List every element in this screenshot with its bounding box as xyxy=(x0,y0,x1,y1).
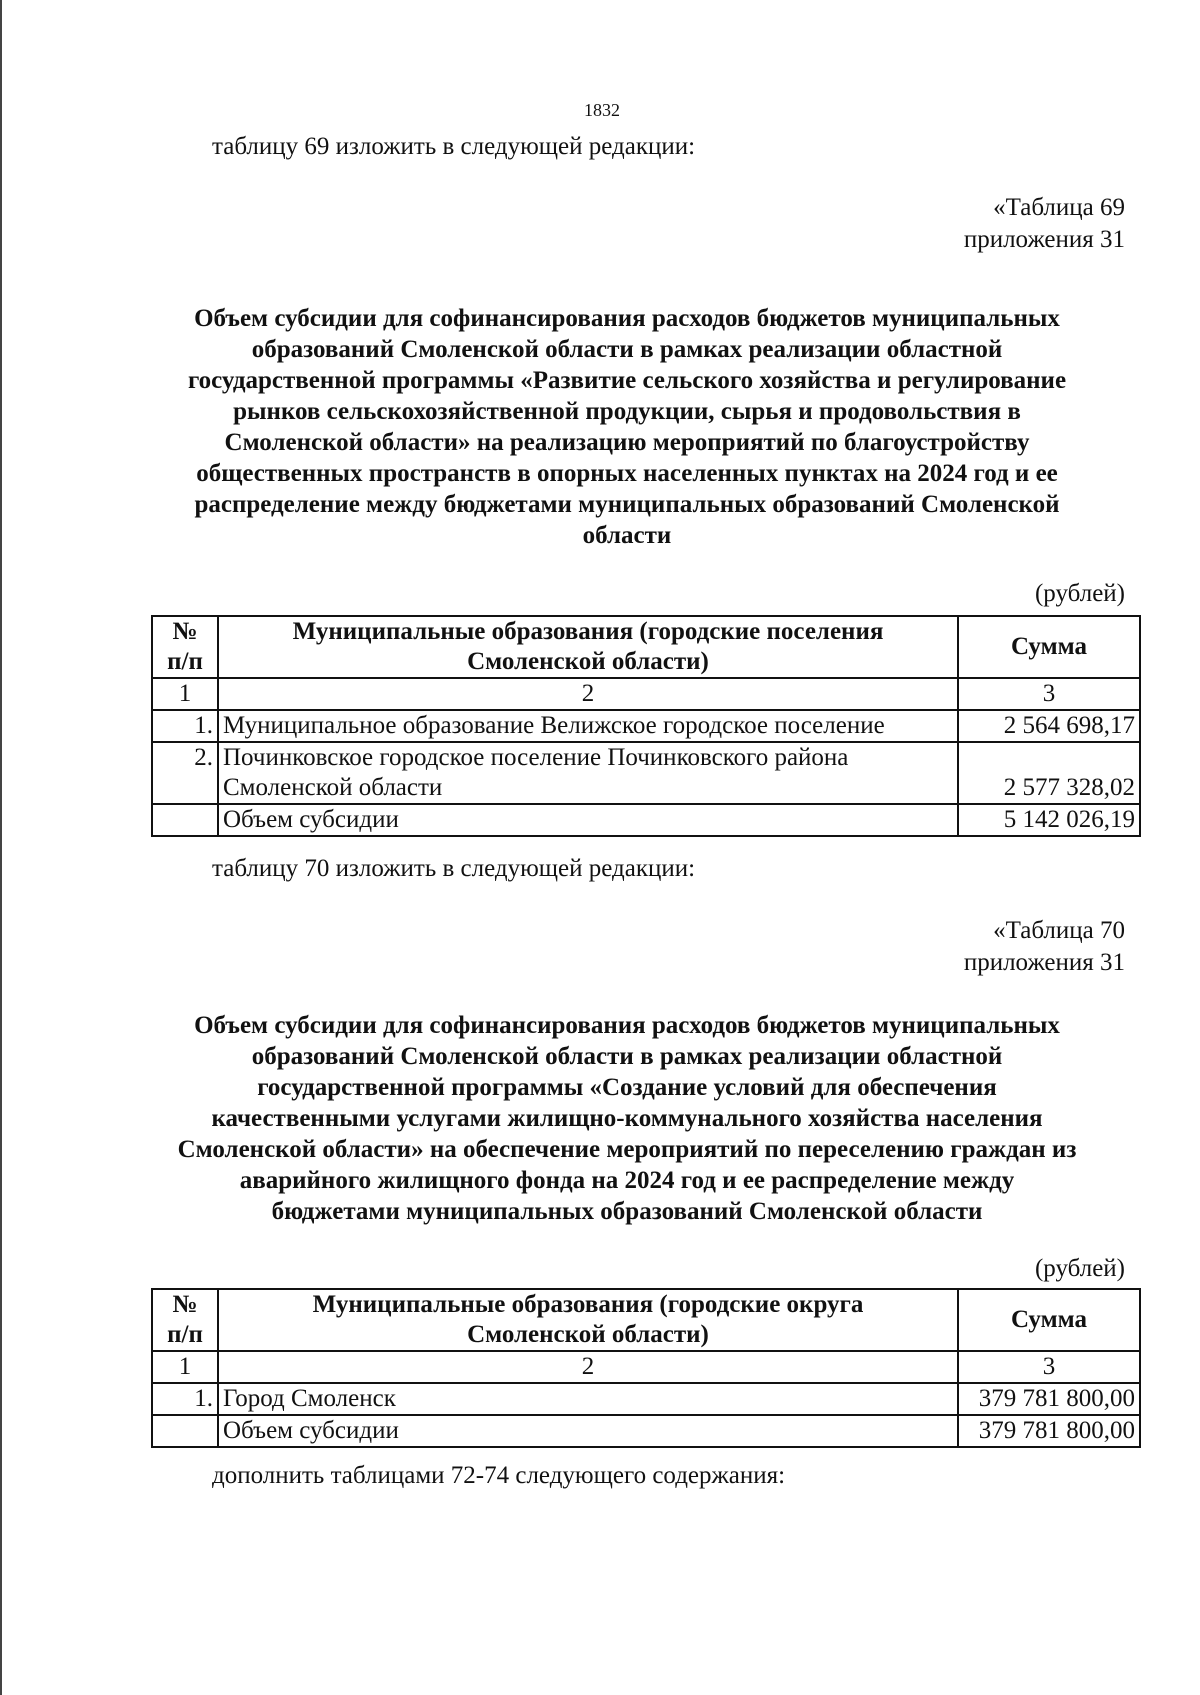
row-num: 1. xyxy=(152,1383,218,1415)
heading-line: распределение между бюджетами муниципальных образований Смоленской xyxy=(194,491,1060,518)
col-number: 1 xyxy=(152,678,218,710)
header-name-line: Муниципальные образования (городские поселения xyxy=(292,618,884,645)
table-ref-title: «Таблица 70 xyxy=(993,917,1125,944)
header-num-line: № xyxy=(172,618,198,645)
header-num-line: п/п xyxy=(167,648,203,675)
row-num: 1. xyxy=(152,710,218,742)
col-number: 2 xyxy=(218,678,958,710)
heading-line: государственной программы «Создание условий для обеспечения xyxy=(257,1074,997,1101)
total-row xyxy=(152,1415,1140,1447)
closing-text: дополнить таблицами 72-74 следующего содержания: xyxy=(212,1462,786,1489)
header-name xyxy=(218,616,958,678)
section1-unit: (рублей) xyxy=(1034,580,1125,607)
heading-line: рынков сельскохозяйственной продукции, сырья и продовольствия в xyxy=(233,398,1021,425)
table-row xyxy=(152,1383,1140,1415)
table-ref-appendix: приложения 31 xyxy=(963,226,1125,253)
header-sum: Сумма xyxy=(958,1289,1140,1351)
header-name-line: Смоленской области) xyxy=(467,648,709,675)
header-name-line: Смоленской области) xyxy=(467,1321,709,1348)
table-row xyxy=(152,742,1140,804)
row-name: Город Смоленск xyxy=(218,1383,958,1415)
row-sum: 2 577 328,02 xyxy=(958,742,1140,804)
heading-line: Смоленской области» на реализацию мероприятий по благоустройству xyxy=(224,429,1030,456)
section1-table xyxy=(151,615,1141,837)
section1-table-ref xyxy=(725,192,1125,256)
header-num xyxy=(152,616,218,678)
table-ref-title: «Таблица 69 xyxy=(993,194,1125,221)
header-sum: Сумма xyxy=(958,616,1140,678)
heading-line: Объем субсидии для софинансирования расходов бюджетов муниципальных xyxy=(194,305,1060,332)
section2-table xyxy=(151,1288,1141,1448)
section2-unit: (рублей) xyxy=(1034,1255,1125,1282)
col-number: 3 xyxy=(958,1351,1140,1383)
row-sum: 379 781 800,00 xyxy=(958,1383,1140,1415)
column-number-row xyxy=(152,678,1140,710)
heading-line: области xyxy=(582,522,672,549)
heading-line: образований Смоленской области в рамках реализации областной xyxy=(251,1043,1003,1070)
section1-intro: таблицу 69 изложить в следующей редакции: xyxy=(212,133,696,160)
col-number: 1 xyxy=(152,1351,218,1383)
section2-heading xyxy=(142,1010,1112,1227)
table-row xyxy=(152,710,1140,742)
heading-line: бюджетами муниципальных образований Смоленской области xyxy=(271,1198,983,1225)
total-label: Объем субсидии xyxy=(218,804,958,836)
page-number: 1832 xyxy=(584,100,620,120)
total-num-empty xyxy=(152,1415,218,1447)
table-header-row xyxy=(152,1289,1140,1351)
heading-line: образований Смоленской области в рамках реализации областной xyxy=(251,336,1003,363)
header-num-line: п/п xyxy=(167,1321,203,1348)
header-num xyxy=(152,1289,218,1351)
heading-line: государственной программы «Развитие сельского хозяйства и регулирование xyxy=(187,367,1067,394)
header-name xyxy=(218,1289,958,1351)
row-sum: 2 564 698,17 xyxy=(958,710,1140,742)
row-name-line: Смоленской области xyxy=(223,774,443,801)
column-number-row xyxy=(152,1351,1140,1383)
total-label: Объем субсидии xyxy=(218,1415,958,1447)
section1-heading xyxy=(142,303,1112,551)
table-header-row xyxy=(152,616,1140,678)
row-name: Муниципальное образование Велижское городское поселение xyxy=(218,710,958,742)
section2-intro: таблицу 70 изложить в следующей редакции: xyxy=(212,855,696,882)
total-sum: 5 142 026,19 xyxy=(958,804,1140,836)
row-num: 2. xyxy=(152,742,218,804)
col-number: 2 xyxy=(218,1351,958,1383)
heading-line: Объем субсидии для софинансирования расходов бюджетов муниципальных xyxy=(194,1012,1060,1039)
header-num-line: № xyxy=(172,1291,198,1318)
table-ref-appendix: приложения 31 xyxy=(963,949,1125,976)
total-num-empty xyxy=(152,804,218,836)
row-name xyxy=(218,742,958,804)
heading-line: Смоленской области» на обеспечение мероприятий по переселению граждан из xyxy=(177,1136,1077,1163)
total-sum: 379 781 800,00 xyxy=(958,1415,1140,1447)
heading-line: общественных пространств в опорных населенных пунктах на 2024 год и ее xyxy=(196,460,1058,487)
heading-line: качественными услугами жилищно-коммунального хозяйства населения xyxy=(211,1105,1043,1132)
header-name-line: Муниципальные образования (городские округа xyxy=(312,1291,864,1318)
row-name-line: Починковское городское поселение Починковского района xyxy=(223,744,849,771)
total-row xyxy=(152,804,1140,836)
heading-line: аварийного жилищного фонда на 2024 год и ее распределение между xyxy=(239,1167,1015,1194)
col-number: 3 xyxy=(958,678,1140,710)
section2-table-ref xyxy=(725,915,1125,979)
